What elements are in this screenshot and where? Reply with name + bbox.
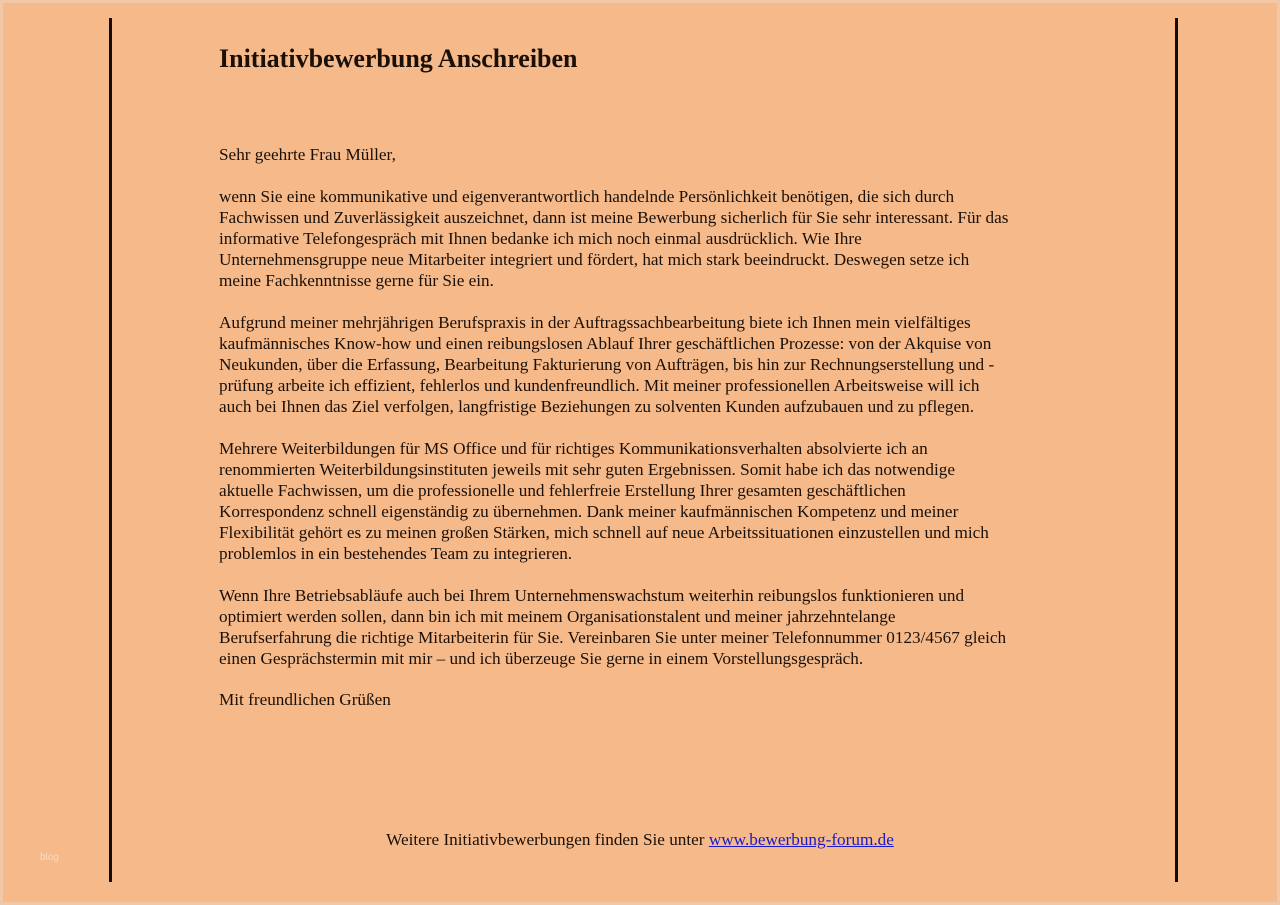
line: aktuelle Fachwissen, um die professionelle und fehlerfreie Erstellung Ihrer gesamten geschäftlichen xyxy=(219,481,906,500)
line: informative Telefongespräch mit Ihnen bedanke ich mich noch einmal ausdrücklich. Wie Ihre xyxy=(219,229,862,248)
watermark: blog xyxy=(40,852,59,863)
paragraph-4 xyxy=(219,585,1006,669)
line: einen Gesprächstermin mit mir – und ich überzeuge Sie gerne in einem Vorstellungsgespräch. xyxy=(219,649,864,668)
line: optimiert werden sollen, dann bin ich mit meinem Organisationstalent und meiner jahrzehntelange xyxy=(219,607,896,626)
line: Mehrere Weiterbildungen für MS Office und für richtiges Kommunikationsverhalten absolvierte ich an xyxy=(219,439,928,458)
line: kaufmännisches Know-how und einen reibungslosen Ablauf Ihrer geschäftlichen Prozesse: von der Akquise von xyxy=(219,334,992,353)
closing: Mit freundlichen Grüßen xyxy=(219,690,391,709)
line: Flexibilität gehört es zu meinen großen Stärken, mich schnell auf neue Arbeitssituationen einzustellen und mich xyxy=(219,523,989,542)
footer xyxy=(0,830,1280,850)
letter-title: Initiativbewerbung Anschreiben xyxy=(219,44,578,73)
line: Aufgrund meiner mehrjährigen Berufspraxis in der Auftragssachbearbeitung biete ich Ihnen mein vielfältiges xyxy=(219,313,971,332)
footer-link[interactable]: www.bewerbung-forum.de xyxy=(708,830,894,849)
line: prüfung arbeite ich effizient, fehlerlos und kundenfreundlich. Mit meiner professionellen Arbeitsweise will ich xyxy=(219,376,980,395)
line: Fachwissen und Zuverlässigkeit auszeichnet, dann ist meine Bewerbung sicherlich für Sie sehr interessant. Für das xyxy=(219,208,1009,227)
paragraph-3 xyxy=(219,438,989,564)
line: wenn Sie eine kommunikative und eigenverantwortlich handelnde Persönlichkeit benötigen, die sich durch xyxy=(219,187,955,206)
line: renommierten Weiterbildungsinstituten jeweils mit sehr guten Ergebnissen. Somit habe ich das notwendige xyxy=(219,460,955,479)
right-vertical-rule xyxy=(1175,18,1178,882)
footer-text: Weitere Initiativbewerbungen finden Sie unter xyxy=(386,830,709,849)
line: Wenn Ihre Betriebsabläufe auch bei Ihrem Unternehmenswachstum weiterhin reibungslos funktionieren und xyxy=(219,586,965,605)
line: Berufserfahrung die richtige Mitarbeiterin für Sie. Vereinbaren Sie unter meiner Telefonnummer 0123/4567 gleich xyxy=(219,628,1007,647)
line: Korrespondenz schnell eigenständig zu übernehmen. Dank meiner kaufmännischen Kompetenz und meiner xyxy=(219,502,959,521)
line: Neukunden, über die Erfassung, Bearbeitung Fakturierung von Aufträgen, bis hin zur Rechnungserstellung und - xyxy=(219,355,995,374)
line: auch bei Ihnen das Ziel verfolgen, langfristige Beziehungen zu solventen Kunden aufzubauen und zu pflegen. xyxy=(219,397,975,416)
line: problemlos in ein bestehendes Team zu integrieren. xyxy=(219,544,573,563)
line: Unternehmensgruppe neue Mitarbeiter integriert und fördert, hat mich stark beeindruckt. Deswegen setze ich xyxy=(219,250,970,269)
greeting: Sehr geehrte Frau Müller, xyxy=(219,145,396,164)
line: meine Fachkenntnisse gerne für Sie ein. xyxy=(219,271,494,290)
paragraph-1 xyxy=(219,186,1008,291)
paragraph-2 xyxy=(219,312,994,417)
left-vertical-rule xyxy=(109,18,112,882)
